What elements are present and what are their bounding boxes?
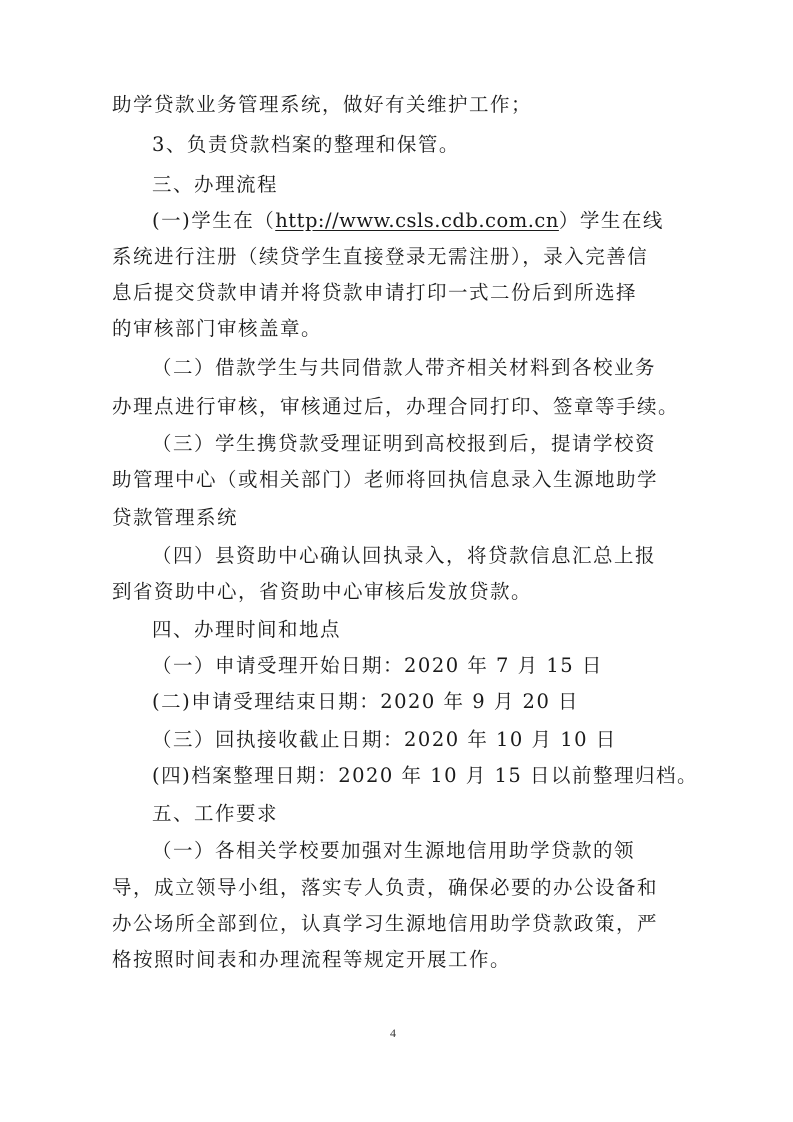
- paragraph-line: 格按照时间表和办理流程等规定开展工作。: [112, 948, 512, 971]
- list-item: 3、负责贷款档案的整理和保管。: [152, 133, 460, 156]
- paragraph-line: （一）各相关学校要加强对生源地信用助学贷款的领: [152, 839, 636, 862]
- paragraph-line: （三）学生携贷款受理证明到高校报到后，提请学校资: [152, 432, 657, 455]
- paragraph-line: 到省资助中心，省资助中心审核后发放贷款。: [112, 580, 533, 603]
- paragraph-line: （二）借款学生与共同借款人带齐相关材料到各校业务: [152, 356, 657, 379]
- paragraph-line: 息后提交贷款申请并将贷款申请打印一式二份后到所选择: [112, 281, 638, 304]
- section-heading: 四、办理时间和地点: [152, 618, 342, 641]
- section-heading: 三、办理流程: [152, 173, 279, 196]
- paragraph-line: 的审核部门审核盖章。: [112, 317, 323, 340]
- paragraph-line: 导，成立领导小组，落实专人负责，确保必要的办公设备和: [112, 876, 659, 899]
- schedule-item: （一）申请受理开始日期：2020 年 7 月 15 日: [152, 654, 603, 677]
- paragraph-line: 贷款管理系统: [112, 506, 239, 529]
- schedule-item: （三）回执接收截止日期：2020 年 10 月 10 日: [152, 728, 617, 751]
- section-heading: 五、工作要求: [152, 802, 279, 825]
- paragraph-line: 系统进行注册（续贷学生直接登录无需注册），录入完善信: [112, 245, 649, 268]
- paragraph-line: 办公场所全部到位，认真学习生源地信用助学贷款政策，严: [112, 912, 659, 935]
- step-suffix: ）学生在线: [558, 209, 664, 232]
- schedule-item: (四)档案整理日期：2020 年 10 月 15 日以前整理归档。: [152, 764, 698, 787]
- page-number: 4: [390, 1026, 396, 1040]
- step-prefix: (一)学生在（: [152, 209, 276, 232]
- paragraph-line: [152, 208, 664, 234]
- paragraph-line: 助管理中心（或相关部门）老师将回执信息录入生源地助学: [112, 468, 659, 491]
- paragraph-line: 办理点进行审核，审核通过后，办理合同打印、签章等手续。: [112, 395, 680, 418]
- paragraph-line: （四）县资助中心确认回执录入，将贷款信息汇总上报: [152, 544, 657, 567]
- text-line: 助学贷款业务管理系统，做好有关维护工作；: [112, 93, 533, 116]
- website-link[interactable]: http://www.csls.cdb.com.cn: [275, 209, 559, 232]
- schedule-item: (二)申请受理结束日期：2020 年 9 月 20 日: [152, 690, 580, 713]
